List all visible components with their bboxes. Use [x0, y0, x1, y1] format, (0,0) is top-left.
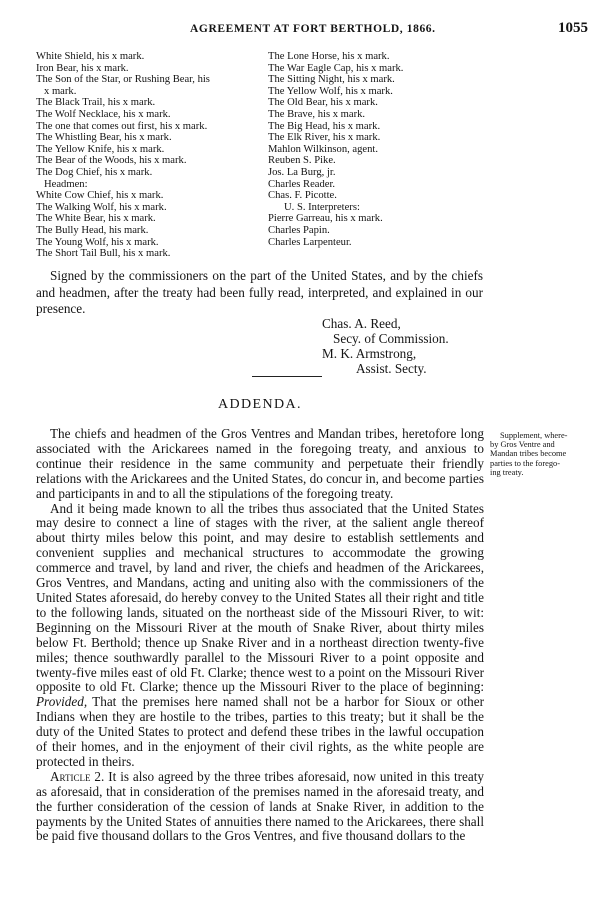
left-signature-line: The one that comes out first, his x mark. — [36, 120, 208, 132]
right-signature-line: Charles Papin. — [268, 224, 330, 236]
section-title: ADDENDA. — [218, 397, 302, 412]
margin-note-line: parties to the forego- — [490, 458, 560, 468]
left-signature-line: White Shield, his x mark. — [36, 51, 145, 62]
paragraph-2-text-cont: That the premises here named shall not be a harbor for Sioux or other Indians when they are hostile to the tribes, parties to this treaty; but it shall be the duty of the United States to protect and defend these tribes in the lawful occupation of their homes, and in the enjoyment of their civil rights, as the white people are protected in theirs. — [36, 694, 485, 769]
right-subheading: U. S. Interpreters: — [284, 201, 360, 213]
right-signature-line: The War Eagle Cap, his x mark. — [268, 62, 404, 74]
left-signature-line: The Short Tail Bull, his x mark. — [36, 248, 171, 260]
right-signature-line: The Lone Horse, his x mark. — [268, 51, 390, 62]
paragraph-3-text: It is also agreed by the three tribes aforesaid, now united in this treaty as aforesaid, that in consideration of the premises named in the aforesaid treaty, and the further consideration of the cession of lands at Snake River, in addition to the payments by the United States of annuities there named to the Arickarees, there shall be paid five thousand dollars to the Gros Ventres, and five thousand dollars to the — [36, 768, 484, 844]
right-signature-line: The Sitting Night, his x mark. — [268, 74, 395, 86]
left-signature-line: Iron Bear, his x mark. — [36, 62, 129, 74]
right-signature-line: The Yellow Wolf, his x mark. — [268, 85, 393, 97]
right-signature-line: The Elk River, his x mark. — [268, 132, 381, 144]
margin-note-line: by Gros Ventre and — [490, 440, 555, 450]
left-signature-line: The Yellow Knife, his x mark. — [36, 143, 165, 155]
left-signature-line: The Young Wolf, his x mark. — [36, 236, 159, 248]
page-header — [0, 20, 600, 40]
paragraph-1: The chiefs and headmen of the Gros Ventres and Mandan tribes, heretofore long associated with the Arickarees named in the foregoing treaty, and anxious to continue their residence in the same community and perpetuate their friendly relations with the Arickarees and the United States, do concur in, and become parties and participants in and to all the stipulations of the foregoing treaty. — [36, 426, 484, 501]
paragraph-3 — [36, 770, 484, 845]
signatures-left-column — [36, 51, 261, 260]
margin-note-line: ing treaty. — [490, 467, 524, 477]
left-signature-line: x mark. — [44, 85, 77, 97]
paragraph-2 — [36, 502, 484, 770]
left-signature-line: White Cow Chief, his x mark. — [36, 190, 164, 202]
left-signature-line: The Walking Wolf, his x mark. — [36, 201, 167, 213]
proviso-term: Provided, — [36, 694, 88, 710]
right-signature-line: Mahlon Wilkinson, agent. — [268, 143, 379, 155]
left-signature-line: The Bully Head, his mark. — [36, 224, 149, 236]
addenda-body — [36, 427, 484, 844]
left-signature-line: The Black Trail, his x mark. — [36, 97, 156, 109]
article-label: Article 2. — [50, 768, 105, 784]
left-signature-line: The Bear of the Woods, his x mark. — [36, 155, 187, 167]
signed-paragraph: Signed by the commissioners on the part of the United States, and by the chiefs and headmen, after the treaty had been fully read, interpreted, and explained in our presence. — [36, 268, 483, 316]
left-signature-line: The Wolf Necklace, his x mark. — [36, 108, 171, 120]
page-number: 1055 — [558, 20, 588, 36]
attest-title-armstrong: Assist. Secty. — [356, 361, 427, 376]
right-signature-line: Chas. F. Picotte. — [268, 190, 337, 202]
right-signature-line: The Big Head, his x mark. — [268, 120, 381, 132]
right-signature-line: Reuben S. Pike. — [268, 155, 336, 167]
paragraph-2-text: And it being made known to all the tribes thus associated that the United States may desire to connect a line of stages with the river, at the salient angle thereof about thirty miles below this point, and may desire to establish settlements and convenient supplies and mechanical structures to accommodate the growing commerce and travel, by land and river, the chiefs and headmen of the Arickarees, Gros Ventres, and Mandans, acting and uniting also with the commissioners of the United States aforesaid, do hereby convey to the United States all their right and title to the following lands, situated on the northeast side of the Missouri River, to wit: Beginning on the Missouri River at the mouth of Snake River, about thirty miles below Ft. Berthold; thence up Snake River and in a northeast direction twenty-five miles; thence southwardly parallel to the Missouri River to a point opposite and twenty-five miles east of old Ft. Clarke; thence west to a point on the Missouri River opposite to old Ft. Clarke; thence up the Missouri River to the place of beginning: — [36, 500, 484, 695]
right-signature-line: Charles Reader. — [268, 178, 336, 190]
left-subheading: Headmen: — [44, 178, 88, 190]
right-signature-line: Pierre Garreau, his x mark. — [268, 213, 383, 225]
right-signature-line: The Old Bear, his x mark. — [268, 97, 378, 109]
signatures-right-column — [268, 51, 468, 248]
left-signature-line: The Whistling Bear, his x mark. — [36, 132, 172, 144]
margin-note-line: Mandan tribes become — [490, 449, 567, 459]
left-signature-line: The White Bear, his x mark. — [36, 213, 156, 225]
right-signature-line: Jos. La Burg, jr. — [268, 166, 336, 178]
section-divider — [252, 376, 322, 377]
running-title: AGREEMENT AT FORT BERTHOLD, 1866. — [190, 23, 436, 35]
right-signature-line: Charles Larpenteur. — [268, 236, 352, 248]
left-signature-line: The Dog Chief, his x mark. — [36, 166, 153, 178]
attest-title-reed: Secy. of Commission. — [333, 331, 449, 346]
right-signature-line: The Brave, his x mark. — [268, 108, 366, 120]
margin-note-line: Supplement, where- — [500, 431, 568, 440]
left-signature-line: The Son of the Star, or Rushing Bear, his — [36, 74, 210, 86]
attest-name-reed: Chas. A. Reed, — [322, 316, 401, 331]
attest-name-armstrong: M. K. Armstrong, — [322, 346, 417, 361]
margin-note — [490, 431, 590, 477]
